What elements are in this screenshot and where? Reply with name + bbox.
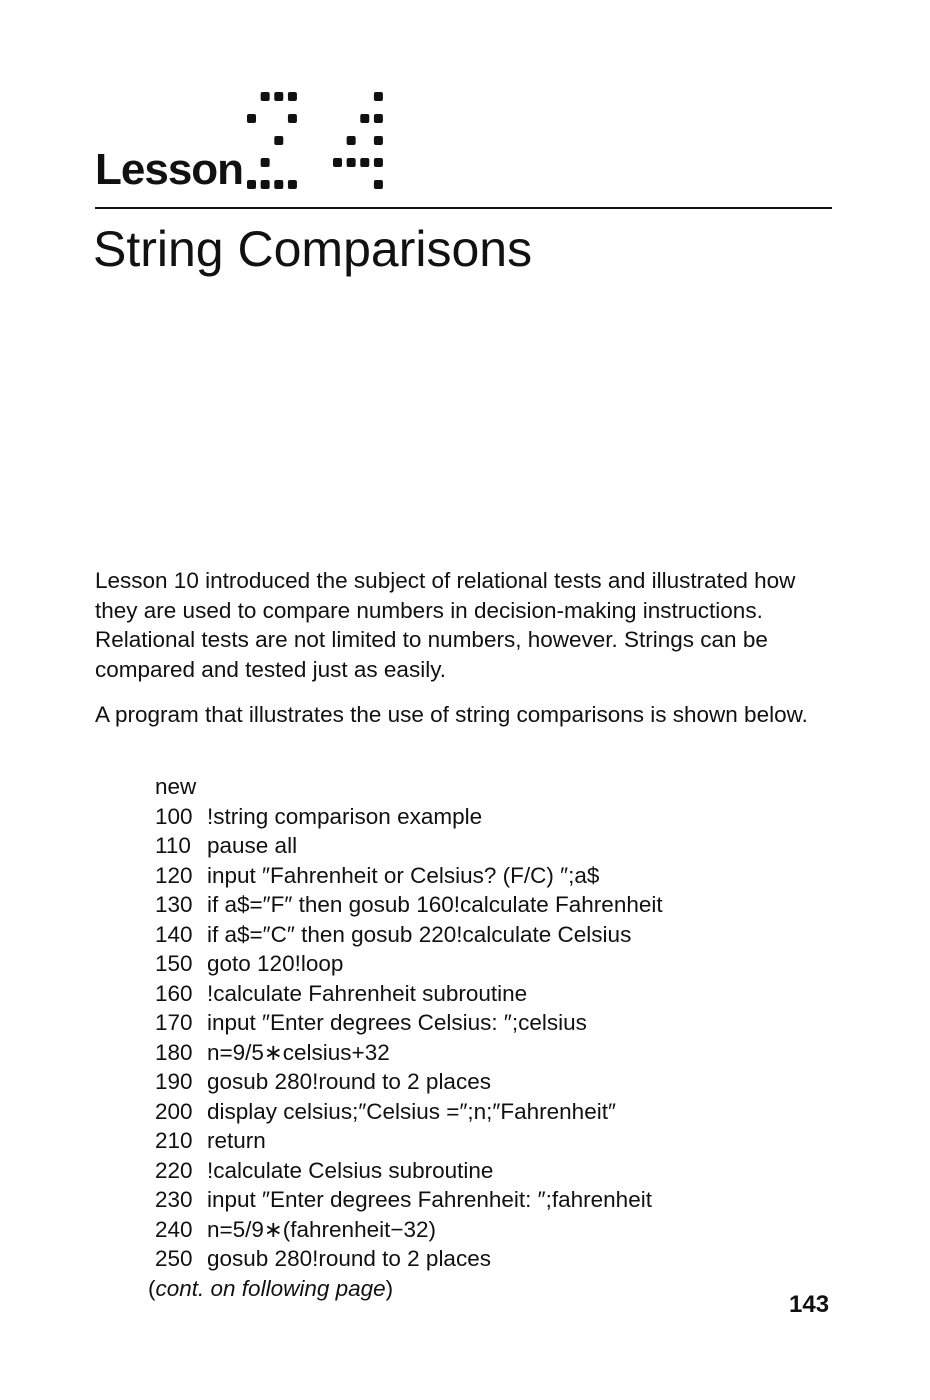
line-number: 230 [155, 1187, 193, 1212]
code-line [155, 1008, 663, 1038]
code-line [155, 1185, 663, 1215]
line-number: 160 [155, 980, 193, 1006]
continuation-text: cont. on following page [155, 1276, 386, 1301]
digit-dot [274, 92, 283, 101]
line-code: pause all [207, 833, 298, 858]
line-number: 250 [155, 1246, 193, 1271]
header-rule [95, 207, 832, 209]
digit-dot [374, 180, 383, 189]
code-line [155, 1038, 663, 1068]
line-code: gosub 280!round to 2 places [207, 1069, 491, 1094]
code-line [155, 1215, 663, 1245]
line-number: 140 [155, 921, 193, 947]
line-number: 240 [155, 1216, 193, 1242]
lesson-header [95, 80, 835, 195]
digit-dot [288, 114, 297, 123]
digit-dot [374, 158, 383, 167]
line-code: input ″Enter degrees Fahrenheit: ″;fahrenheit [207, 1187, 652, 1212]
digit-dot [288, 92, 297, 101]
line-code: goto 120!loop [207, 951, 344, 976]
digit-dot [347, 136, 356, 145]
chapter-title: String Comparisons [93, 221, 533, 277]
line-number: 210 [155, 1128, 193, 1153]
code-line [155, 802, 663, 832]
digit-dot [274, 136, 283, 145]
intro-paragraph: Lesson 10 introduced the subject of relational tests and illustrated how they are used to compare numbers in decision-making instructions. Relational tests are not limited to numbers, however. Strings can be compared and tested just as easily. [95, 568, 796, 682]
code-line [155, 949, 663, 979]
code-line [155, 920, 663, 950]
digit-dot [247, 114, 256, 123]
line-number: 120 [155, 862, 193, 888]
line-number: 180 [155, 1039, 193, 1065]
digit-dot [288, 180, 297, 189]
line-number: 110 [155, 833, 191, 858]
program-lines [155, 802, 663, 1274]
digit-dot [261, 180, 270, 189]
code-line [155, 831, 663, 861]
lesson-number-dot-matrix [233, 80, 413, 195]
line-code: !calculate Celsius subroutine [207, 1157, 494, 1183]
line-number: 200 [155, 1098, 193, 1124]
digit-dot [347, 158, 356, 167]
line-number: 220 [155, 1157, 193, 1183]
line-code: display celsius;″Celsius =″;n;″Fahrenheit″ [207, 1098, 616, 1124]
line-code: !calculate Fahrenheit subroutine [207, 980, 528, 1006]
line-code: if a$=″C″ then gosub 220!calculate Celsius [207, 921, 632, 947]
line-code: gosub 280!round to 2 places [207, 1246, 491, 1271]
code-line [155, 1067, 663, 1097]
digit-dot [360, 158, 369, 167]
code-line [155, 861, 663, 891]
digit-dot [274, 180, 283, 189]
continuation-note: (cont. on following page) [148, 1276, 394, 1301]
line-number: 190 [155, 1069, 193, 1094]
line-code: input ″Enter degrees Celsius: ″;celsius [207, 1010, 587, 1035]
lesson-label: Lesson [95, 145, 244, 194]
line-code: input ″Fahrenheit or Celsius? (F/C) ″;a$ [207, 862, 600, 888]
digit-dot [261, 92, 270, 101]
digit-dot [374, 136, 383, 145]
line-code: n=5/9∗(fahrenheit−32) [207, 1216, 437, 1242]
digit-dot [247, 180, 256, 189]
line-number: 170 [155, 1010, 193, 1035]
program-first-line: new [155, 774, 197, 799]
program-listing [155, 772, 663, 1274]
line-code: n=9/5∗celsius+32 [207, 1039, 390, 1065]
digit-dot [360, 114, 369, 123]
digit-dot [374, 114, 383, 123]
digit-dot [333, 158, 342, 167]
code-line [155, 890, 663, 920]
line-number: 100 [155, 803, 193, 829]
page-number: 143 [789, 1291, 830, 1318]
program-intro-paragraph: A program that illustrates the use of string comparisons is shown below. [95, 702, 808, 727]
code-line [155, 1097, 663, 1127]
code-line [155, 979, 663, 1009]
code-line [155, 1244, 663, 1274]
digit-dot [261, 158, 270, 167]
line-code: return [207, 1128, 266, 1153]
digit-dot [374, 92, 383, 101]
line-code: !string comparison example [207, 803, 483, 829]
line-code: if a$=″F″ then gosub 160!calculate Fahrenheit [207, 892, 663, 917]
line-number: 130 [155, 892, 193, 917]
line-number: 150 [155, 951, 193, 976]
code-line [155, 1156, 663, 1186]
code-line [155, 1126, 663, 1156]
